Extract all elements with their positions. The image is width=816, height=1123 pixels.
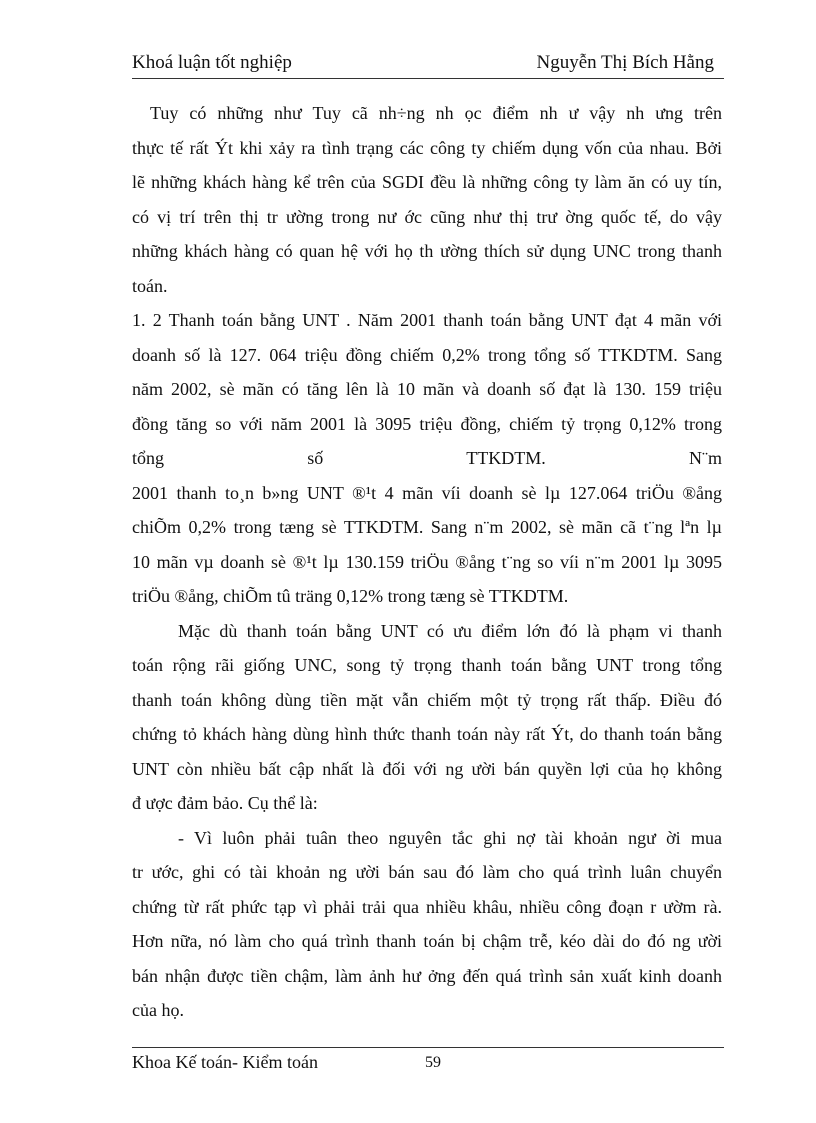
text-line: doanh số là 127. 064 triệu đồng chiếm 0,2% trong tổng số TTKDTM. Sang	[132, 344, 722, 365]
garbled-text-line: 10 mãn vµ doanh sè ®¹t lµ 130.159 triÖu ®ång t¨ng so víi n¨m 2001 lµ 3095	[132, 551, 722, 572]
garbled-text-line: triÖu ®ång, chiÕm tû träng 0,12% trong tæng sè TTKDTM.	[132, 586, 569, 606]
section-heading-line: 1. 2 Thanh toán bằng UNT . Năm 2001 thanh toán bằng UNT đạt 4 mãn với	[132, 310, 722, 330]
text-line: chứng tỏ khách hàng dùng hình thức thanh toán này rất Ýt, do thanh toán bằng	[132, 724, 722, 744]
text-line: của họ.	[132, 1000, 184, 1020]
text-line: những khách hàng có quan hệ với họ th ường thích sử dụng UNC trong thanh	[132, 241, 722, 261]
header-author-name: Nguyễn Thị Bích Hằng	[536, 52, 714, 73]
text-line: UNT còn nhiều bất cập nhất là đối với ng ười bán quyền lợi của họ không	[132, 758, 722, 779]
garbled-text-line: chiÕm 0,2% trong tæng sè TTKDTM. Sang n¨m 2002, sè mãn cã t¨ng lªn lµ	[132, 517, 722, 537]
text-line: năm 2002, sè mãn có tăng lên là 10 mãn và doanh số đạt là 130. 159 triệu	[132, 379, 722, 399]
page-footer	[132, 1047, 724, 1078]
text-line: Tuy có những như Tuy cã nh÷ng nh ọc điểm nh ư vậy nh ưng trên	[150, 103, 722, 123]
text-line: Mặc dù thanh toán bằng UNT có ưu điểm lớn đó là phạm vi thanh	[178, 620, 722, 641]
text-line: tổng số TTKDTM. N¨m	[132, 448, 722, 468]
text-line: có vị trí trên thị tr ường trong nư ớc cũng như thị trư ờng quốc tế, do vậy	[132, 206, 722, 227]
document-body	[132, 96, 722, 1028]
header-thesis-title: Khoá luận tốt nghiệp	[132, 52, 292, 73]
page-number: 59	[425, 1054, 441, 1071]
text-line: lẽ những khách hàng kể trên của SGDI đều là những công ty làm ăn có uy tín,	[132, 172, 722, 192]
text-line: toán rộng rãi giống UNC, song tỷ trọng thanh toán bằng UNT trong tổng	[132, 655, 722, 675]
bullet-text-line: - Vì luôn phải tuân theo nguyên tắc ghi nợ tài khoản ngư ời mua	[178, 827, 722, 848]
text-line: Hơn nữa, nó làm cho quá trình thanh toán bị chậm trễ, kéo dài do đó ng ười	[132, 931, 722, 951]
text-line: bán nhận được tiền chậm, làm ảnh hư ởng đến quá trình sản xuất kinh doanh	[132, 965, 722, 986]
text-line: thực tế rất Ýt khi xảy ra tình trạng các công ty chiếm dụng vốn của nhau. Bởi	[132, 137, 722, 158]
text-line: đồng tăng so với năm 2001 là 3095 triệu đồng, chiếm tỷ trọng 0,12% trong	[132, 413, 722, 434]
text-line: tr ước, ghi có tài khoản ng ười bán sau đó làm cho quá trình luân chuyển	[132, 862, 722, 882]
text-line: chứng từ rất phức tạp vì phải trải qua nhiều khâu, nhiều công đoạn r ườm rà.	[132, 896, 722, 917]
text-line: đ ược đảm bảo. Cụ thể là:	[132, 793, 318, 813]
footer-faculty-name: Khoa Kế toán- Kiểm toán	[132, 1052, 318, 1072]
page-header	[132, 50, 724, 79]
garbled-text-line: 2001 thanh to¸n b»ng UNT ®¹t 4 mãn víi doanh sè lµ 127.064 triÖu ®ång	[132, 482, 722, 503]
text-line: thanh toán không dùng tiền mặt vẫn chiếm một tỷ trọng rất thấp. Điều đó	[132, 689, 722, 710]
text-line: toán.	[132, 275, 168, 296]
